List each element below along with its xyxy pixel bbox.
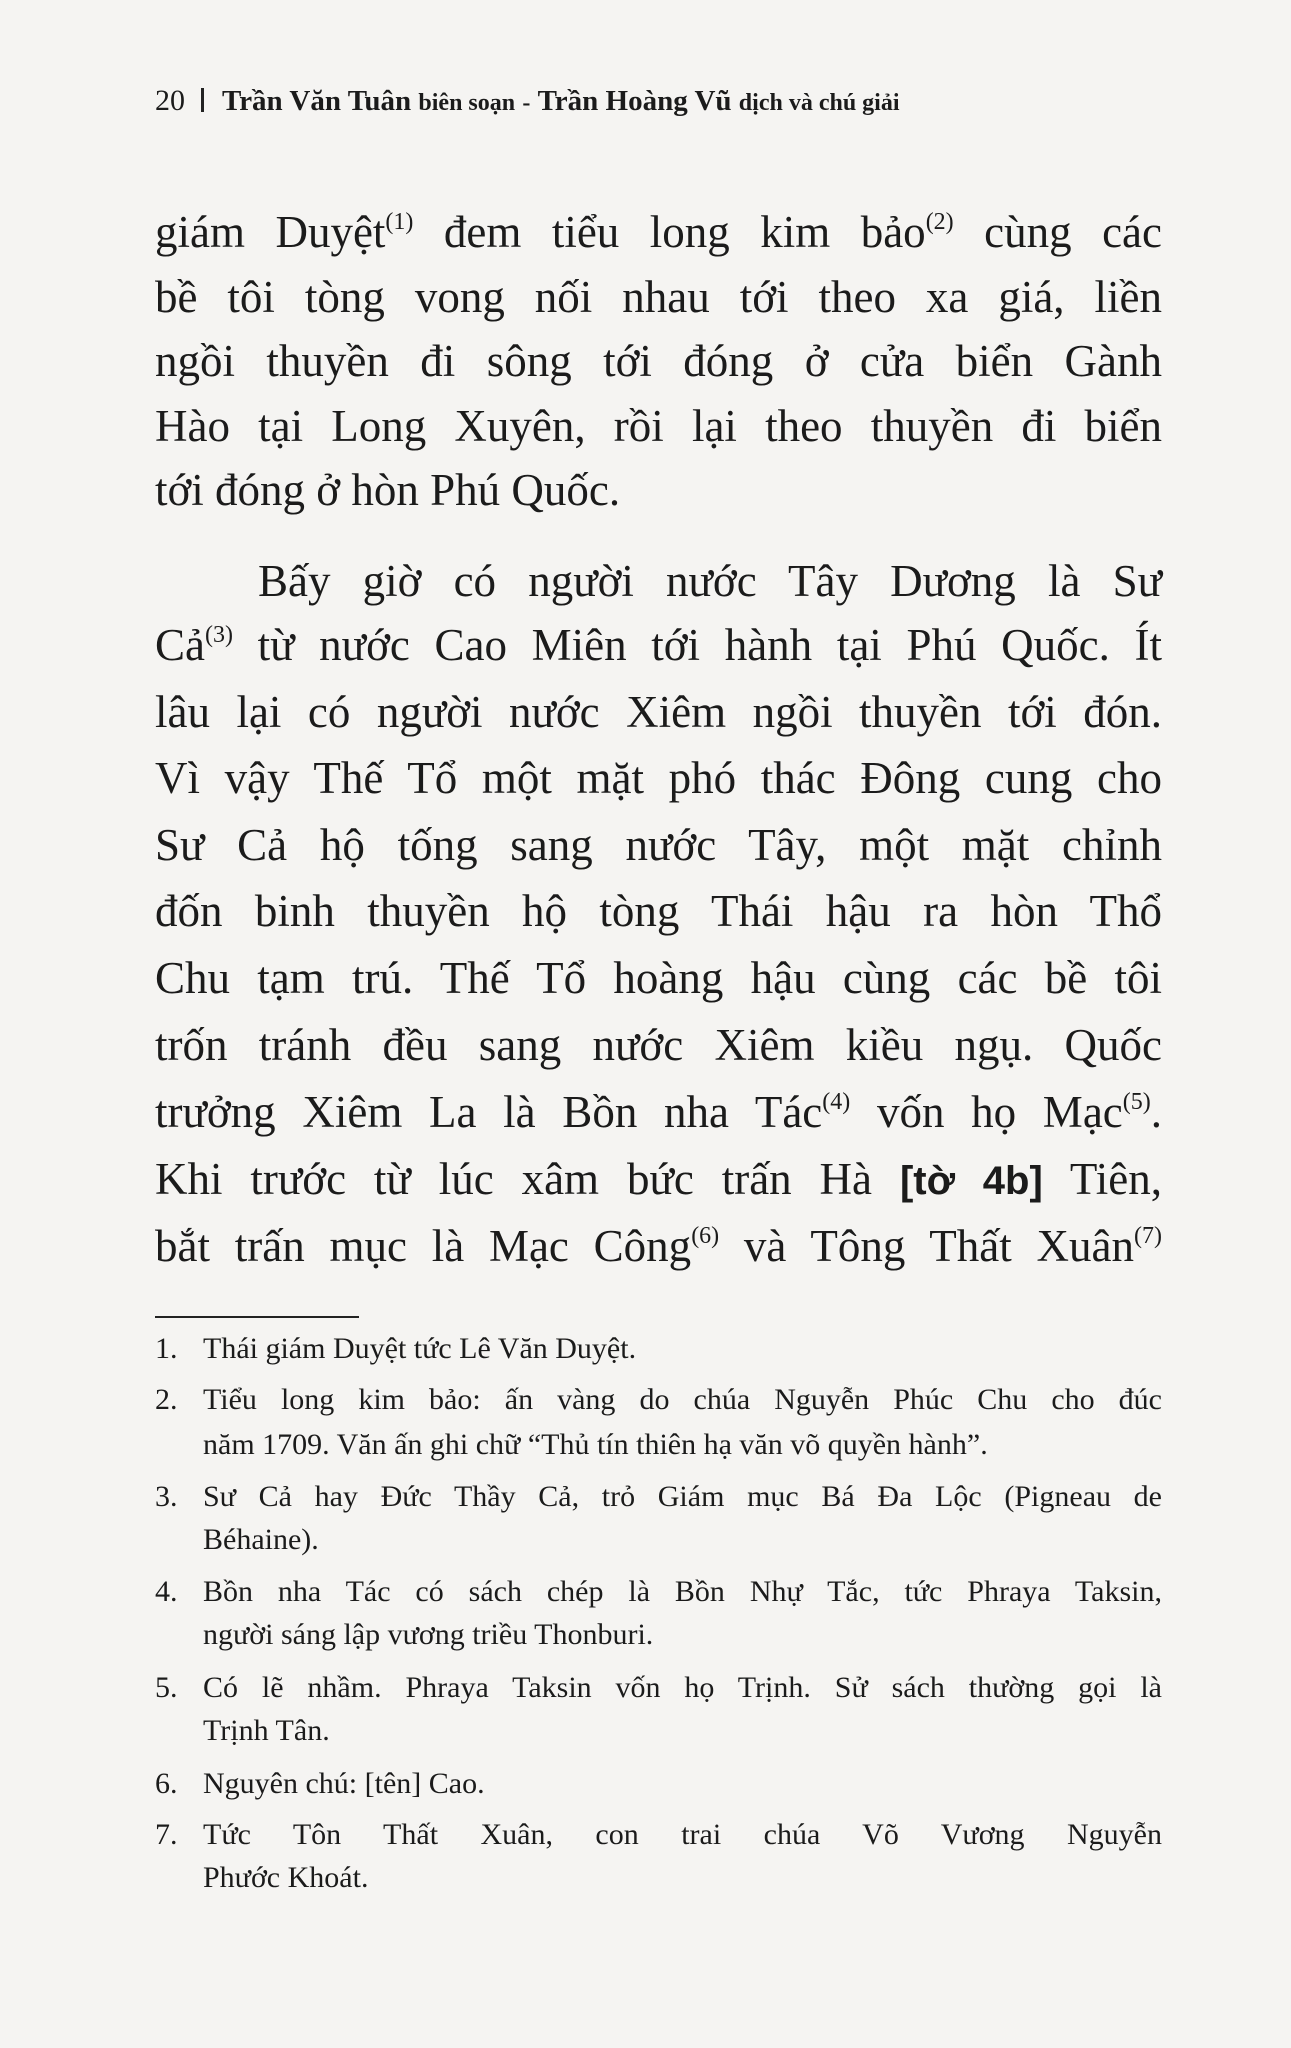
- header-divider: [201, 88, 204, 112]
- footnote-text: Thái giám Duyệt tức Lê Văn Duyệt.: [203, 1332, 637, 1365]
- running-header: [155, 84, 900, 118]
- text-run: lâu lại có người nước Xiêm ngồi thuyền tới đón.: [155, 687, 1162, 737]
- footnote-text: Nguyên chú: [tên] Cao.: [203, 1767, 485, 1800]
- body-line: [155, 1216, 1162, 1276]
- text-run: đem tiểu long kim bảo: [413, 207, 926, 257]
- text-run: từ nước Cao Miên tới hành tại Phú Quốc. Ít: [232, 620, 1162, 670]
- text-run: Vì vậy Thế Tổ một mặt phó thác Đông cung cho: [155, 753, 1162, 803]
- footnote-text: Trịnh Tân.: [203, 1714, 330, 1747]
- body-line: [155, 815, 1162, 875]
- footnote-text: Tức Tôn Thất Xuân, con trai chúa Võ Vương Nguyễn: [203, 1818, 1162, 1851]
- page-number: 20: [155, 84, 185, 117]
- body-line: [258, 551, 1162, 611]
- text-run: vốn họ Mạc: [850, 1087, 1123, 1137]
- footnote-number: 4.: [155, 1575, 178, 1608]
- body-line: [155, 881, 1162, 941]
- footnote-number: 6.: [155, 1767, 178, 1800]
- footnote-ref: (3): [205, 622, 233, 648]
- footnote-text: Có lẽ nhầm. Phraya Taksin vốn họ Trịnh. Sử sách thường gọi là: [203, 1671, 1162, 1704]
- footnote-number: 5.: [155, 1671, 178, 1704]
- text-run: bề tôi tòng vong nối nhau tới theo xa giá, liền: [155, 272, 1162, 322]
- text-run: trưởng Xiêm La là Bồn nha Tác: [155, 1087, 823, 1137]
- translator: Trần Hoàng Vũ: [537, 85, 732, 117]
- footnote-rule: [155, 1316, 359, 1318]
- folio-marker: [tờ 4b]: [899, 1159, 1043, 1203]
- text-run: Hào tại Long Xuyên, rồi lại theo thuyền đi biển: [155, 401, 1162, 451]
- footnote-number: 3.: [155, 1480, 178, 1513]
- footnote-ref: (5): [1122, 1089, 1151, 1115]
- body-line: [155, 682, 1162, 742]
- text-run: và Tông Thất Xuân: [719, 1221, 1134, 1271]
- footnote-number: 7.: [155, 1818, 178, 1851]
- text-run: Tiên,: [1042, 1154, 1162, 1204]
- footnote-ref: (1): [385, 209, 414, 235]
- footnote-text: Bồn nha Tác có sách chép là Bồn Nhự Tắc, tức Phraya Taksin,: [203, 1575, 1162, 1608]
- text-run: ngồi thuyền đi sông tới đóng ở cửa biển Gành: [155, 336, 1162, 386]
- body-line: [155, 748, 1162, 808]
- text-run: bắt trấn mục là Mạc Công: [155, 1221, 692, 1271]
- footnote-text: Sư Cả hay Đức Thầy Cả, trỏ Giám mục Bá Đa Lộc (Pigneau de: [203, 1480, 1162, 1513]
- text-run: Bấy giờ có người nước Tây Dương là Sư: [258, 556, 1162, 606]
- text-run: giám Duyệt: [155, 207, 386, 257]
- body-line: [155, 948, 1162, 1008]
- header-separator: -: [522, 90, 531, 116]
- footnote-text: Phước Khoát.: [203, 1861, 369, 1894]
- body-line: [155, 1082, 1162, 1142]
- body-line: [155, 267, 1162, 327]
- author: Trần Văn Tuân: [222, 85, 412, 117]
- text-run: Khi trước từ lúc xâm bức trấn Hà: [155, 1154, 900, 1204]
- text-run: cùng các: [953, 207, 1162, 257]
- body-line: [155, 396, 1162, 456]
- text-run: tới đóng ở hòn Phú Quốc.: [155, 465, 621, 515]
- footnote-ref: (2): [925, 209, 954, 235]
- text-run: Chu tạm trú. Thế Tổ hoàng hậu cùng các bề tôi: [155, 953, 1162, 1003]
- text-run: đốn binh thuyền hộ tòng Thái hậu ra hòn Thổ: [155, 886, 1162, 936]
- footnote-text: người sáng lập vương triều Thonburi.: [203, 1618, 654, 1651]
- body-line: [155, 460, 1162, 520]
- footnote-text: Tiểu long kim bảo: ấn vàng do chúa Nguyễn Phúc Chu cho đúc: [203, 1383, 1162, 1416]
- body-line: [155, 202, 1162, 262]
- footnote-text: năm 1709. Văn ấn ghi chữ “Thủ tín thiên hạ văn võ quyền hành”.: [203, 1428, 988, 1461]
- body-line: [155, 1015, 1162, 1075]
- footnote-ref: (6): [691, 1223, 720, 1249]
- footnote-ref: (4): [822, 1089, 851, 1115]
- text-run: Sư Cả hộ tống sang nước Tây, một mặt chỉnh: [155, 820, 1162, 870]
- text-run: .: [1150, 1087, 1162, 1137]
- body-line: [155, 615, 1162, 675]
- text-run: trốn tránh đều sang nước Xiêm kiều ngụ. Quốc: [155, 1020, 1162, 1070]
- author-role: biên soạn: [418, 90, 516, 116]
- text-run: Cả: [155, 620, 205, 670]
- footnote-text: Béhaine).: [203, 1523, 319, 1556]
- footnote-number: 2.: [155, 1383, 178, 1416]
- footnote-ref: (7): [1134, 1223, 1162, 1249]
- translator-role: dịch và chú giải: [738, 90, 900, 116]
- body-line: [155, 1149, 1162, 1209]
- body-line: [155, 331, 1162, 391]
- footnote-number: 1.: [155, 1332, 178, 1365]
